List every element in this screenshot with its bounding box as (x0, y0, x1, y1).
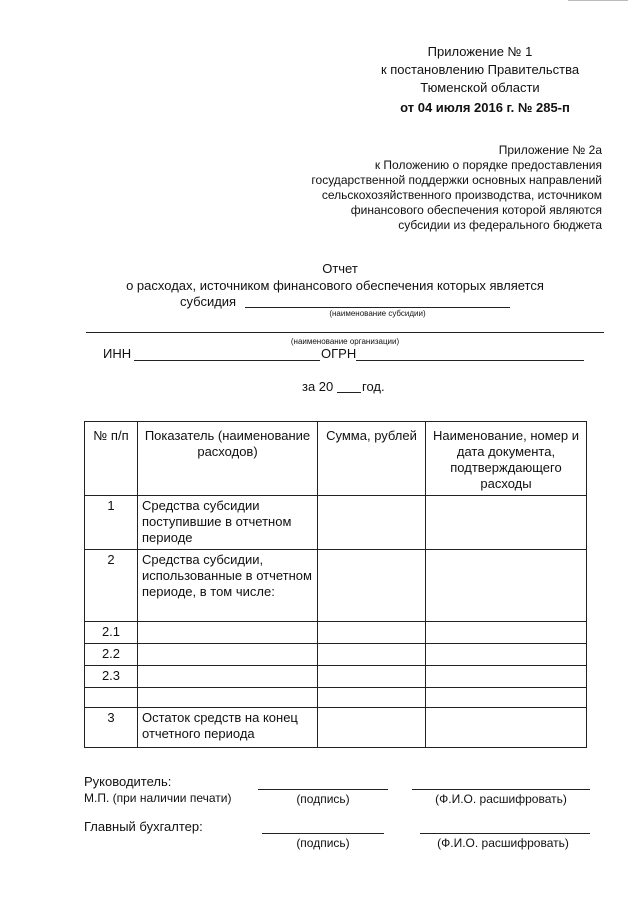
amount-cell[interactable] (318, 644, 426, 666)
table-header-row (85, 422, 587, 496)
ogrn-field-line[interactable] (356, 360, 584, 361)
row-label: Средства субсидии, использованные в отчетном периоде, в том числе: (138, 550, 318, 622)
scan-edge-mark (568, 0, 628, 1)
table-row (85, 688, 587, 708)
table-row (85, 666, 587, 688)
document-cell[interactable] (426, 550, 587, 622)
document-cell[interactable] (426, 622, 587, 644)
appendix2-line-3: сельскохозяйственного производства, источником (321, 188, 602, 202)
header-document: Наименование, номер и дата документа, подтверждающего расходы (426, 422, 587, 496)
subsidy-label: субсидия (180, 294, 237, 309)
table-row (85, 622, 587, 644)
head-label: Руководитель: (84, 774, 172, 789)
amount-cell[interactable] (318, 550, 426, 622)
header-amount: Сумма, рублей (318, 422, 426, 496)
period-prefix: за 20 (302, 379, 334, 394)
row-label[interactable] (138, 644, 318, 666)
appendix1-decree: от 04 июля 2016 г. № 285-п (400, 100, 570, 115)
row-number: 2.2 (85, 644, 138, 666)
row-number: 1 (85, 496, 138, 550)
subsidy-hint: (наименование субсидии) (329, 309, 426, 318)
document-cell[interactable] (426, 688, 587, 708)
appendix2-line-4: финансового обеспечения которой являются (350, 203, 602, 217)
appendix1-title: Приложение № 1 (427, 44, 533, 59)
head-signature-hint: (подпись) (296, 792, 350, 806)
appendix2-line-1: к Положению о порядке предоставления (374, 158, 602, 172)
report-title: Отчет (322, 261, 358, 276)
report-subtitle: о расходах, источником финансового обеспечения которых является (126, 278, 544, 293)
document-cell[interactable] (426, 708, 587, 748)
amount-cell[interactable] (318, 708, 426, 748)
head-name-line[interactable] (412, 789, 590, 790)
table-row (85, 644, 587, 666)
inn-field-line[interactable] (134, 360, 320, 361)
accountant-signature-line[interactable] (262, 833, 384, 834)
accountant-label: Главный бухгалтер: (84, 819, 203, 834)
amount-cell[interactable] (318, 688, 426, 708)
row-number: 2.1 (85, 622, 138, 644)
row-label: Остаток средств на конец отчетного периода (138, 708, 318, 748)
row-number: 2 (85, 550, 138, 622)
row-label[interactable] (138, 666, 318, 688)
expense-report-table (84, 421, 587, 748)
stamp-label: М.П. (при наличии печати) (84, 791, 232, 805)
amount-cell[interactable] (318, 666, 426, 688)
organization-name-line[interactable] (86, 332, 604, 333)
organization-hint: (наименование организации) (290, 337, 400, 346)
row-number: 2.3 (85, 666, 138, 688)
table-row (85, 550, 587, 622)
accountant-signature-hint: (подпись) (296, 836, 350, 850)
period-suffix: год. (362, 379, 385, 394)
document-cell[interactable] (426, 666, 587, 688)
table-row (85, 496, 587, 550)
row-label: Средства субсидии поступившие в отчетном периоде (138, 496, 318, 550)
appendix1-line2: к постановлению Правительства (380, 62, 580, 77)
document-cell[interactable] (426, 644, 587, 666)
head-name-hint: (Ф.И.О. расшифровать) (435, 792, 567, 806)
row-label[interactable] (138, 688, 318, 708)
appendix2-line-2: государственной поддержки основных направлений (311, 173, 602, 187)
table-row (85, 708, 587, 748)
header-indicator: Показатель (наименование расходов) (138, 422, 318, 496)
period-year-line[interactable] (337, 392, 361, 393)
header-number: № п/п (85, 422, 138, 496)
document-cell[interactable] (426, 496, 587, 550)
row-number: 3 (85, 708, 138, 748)
accountant-name-hint: (Ф.И.О. расшифровать) (437, 836, 569, 850)
appendix2-title: Приложение № 2а (498, 143, 602, 157)
row-label[interactable] (138, 622, 318, 644)
row-number (85, 688, 138, 708)
inn-label: ИНН (103, 346, 132, 361)
head-signature-line[interactable] (258, 789, 388, 790)
appendix2-line-5: субсидии из федерального бюджета (398, 218, 602, 232)
appendix1-line3: Тюменской области (420, 80, 540, 95)
subsidy-name-line[interactable] (245, 307, 510, 308)
accountant-name-line[interactable] (420, 833, 590, 834)
ogrn-label: ОГРН (321, 346, 357, 361)
amount-cell[interactable] (318, 622, 426, 644)
amount-cell[interactable] (318, 496, 426, 550)
